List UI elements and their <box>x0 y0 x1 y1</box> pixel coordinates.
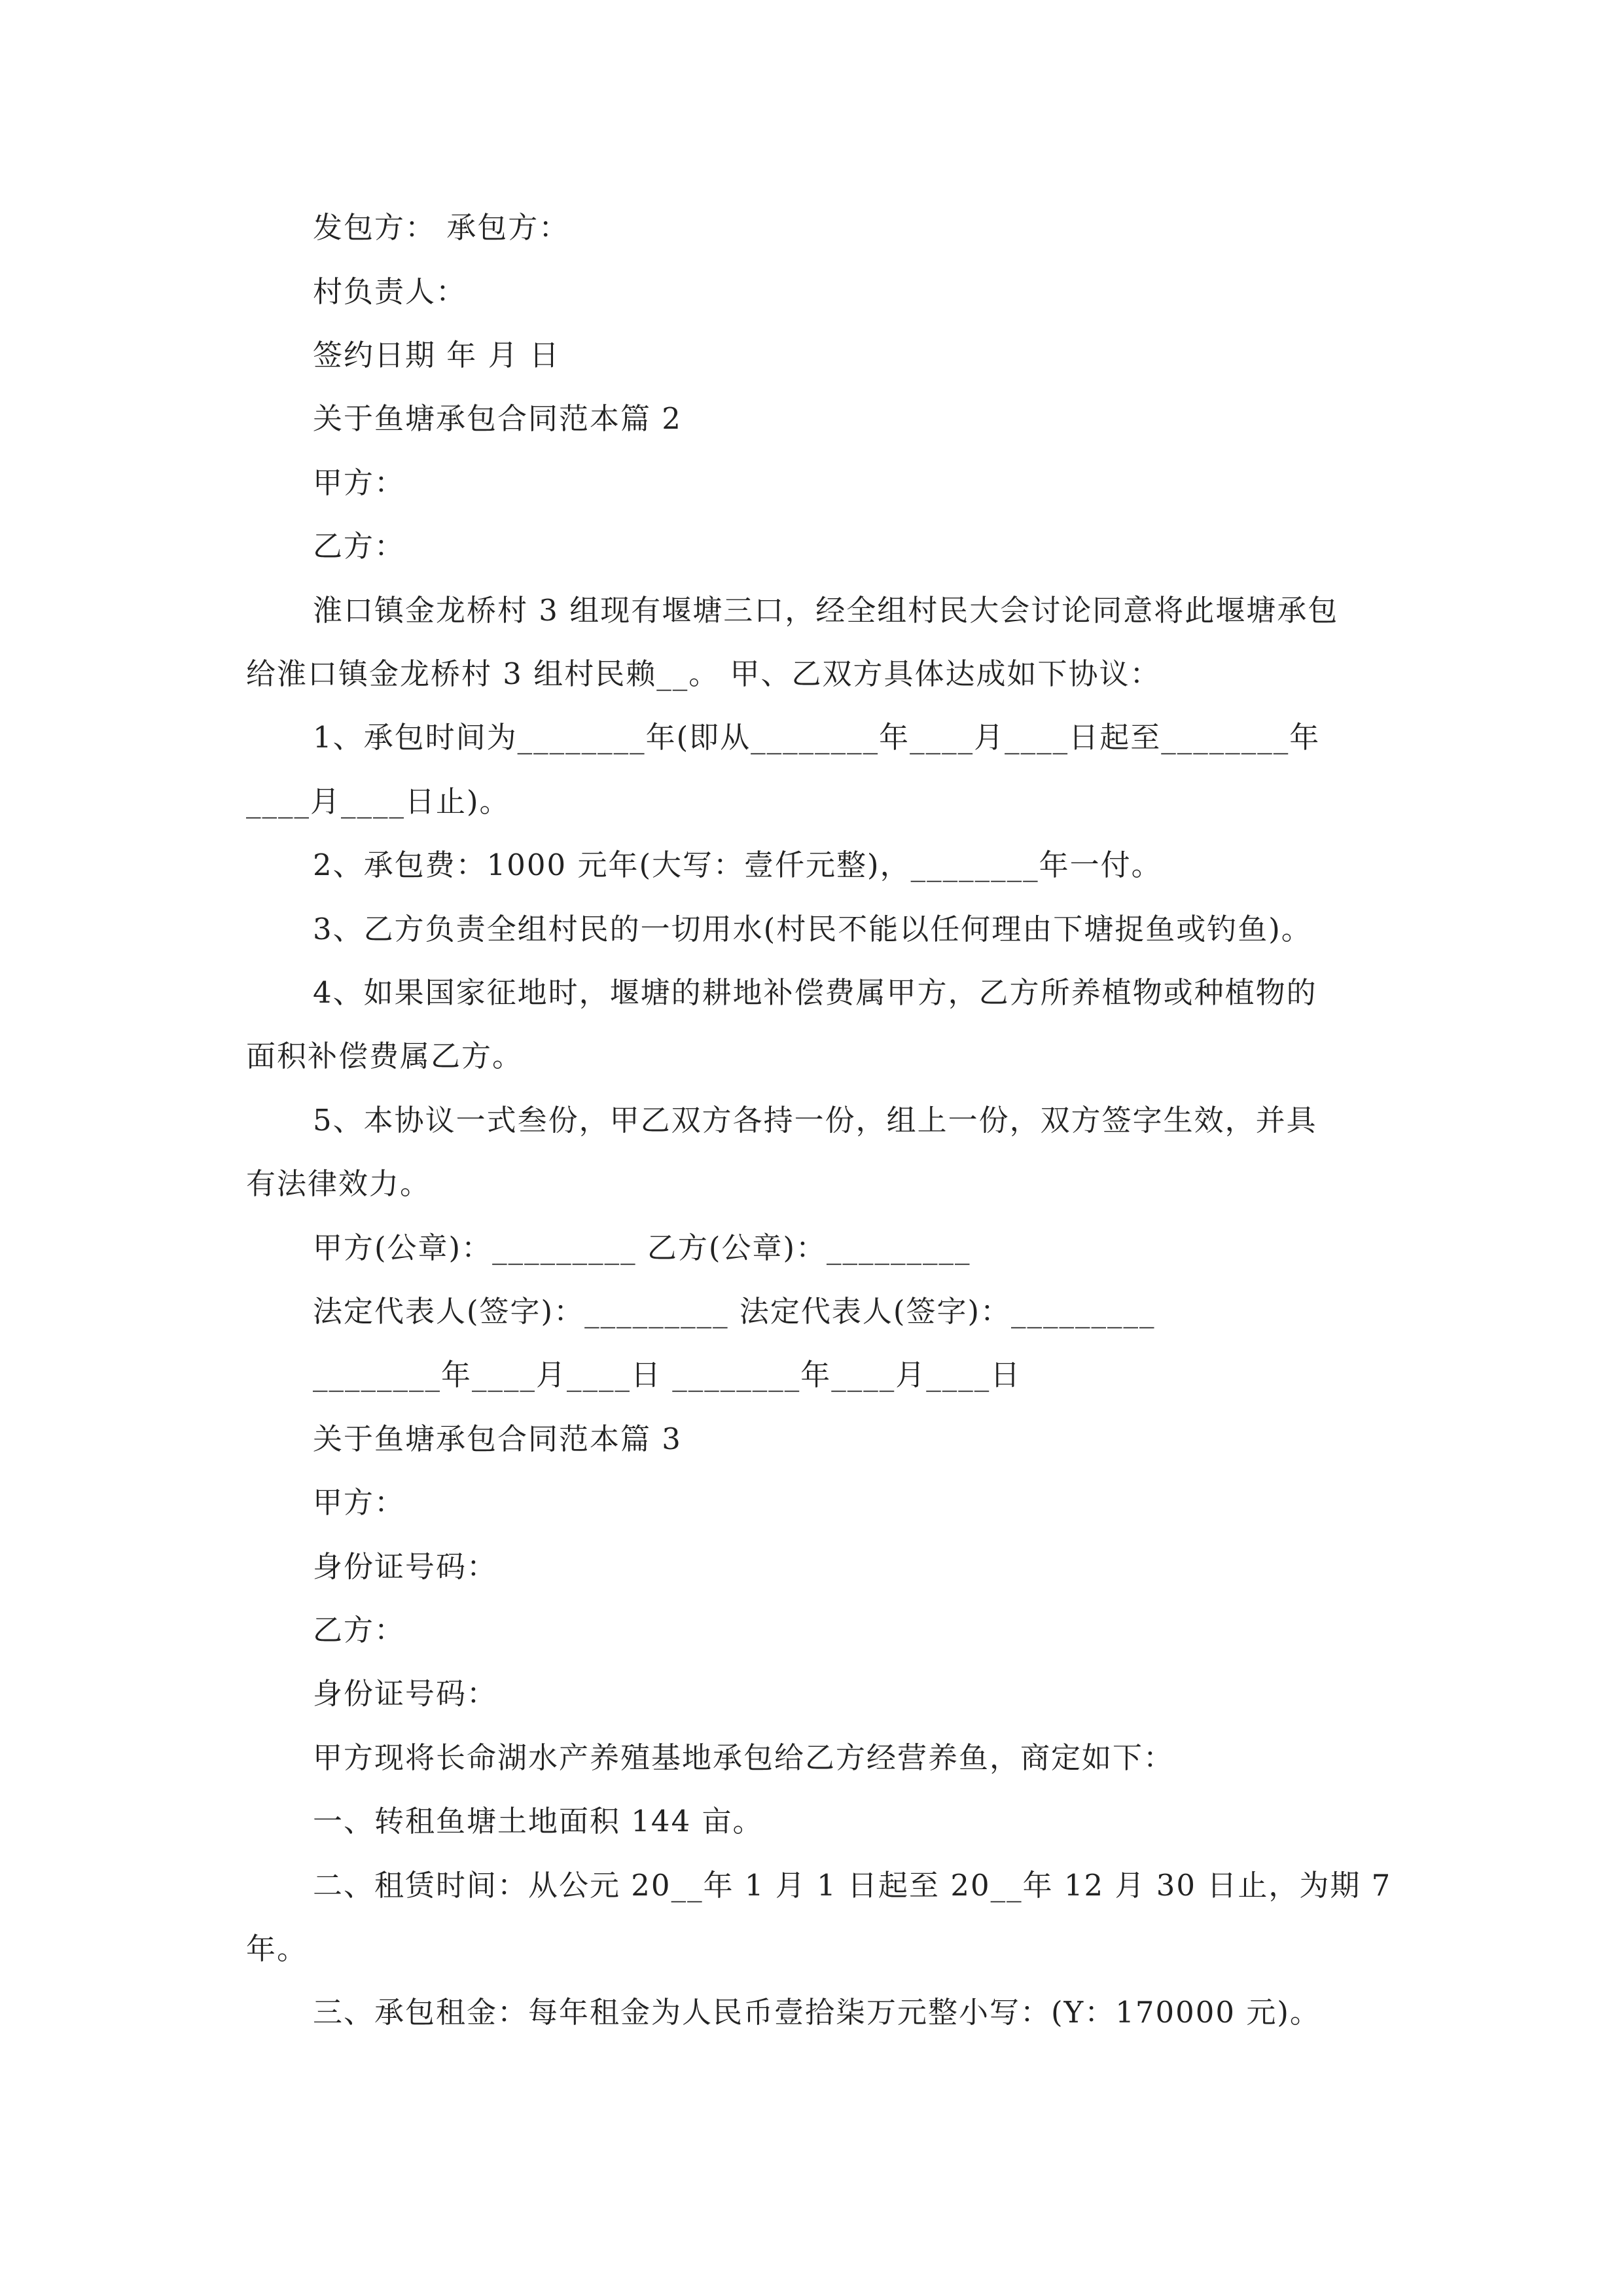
clause-4-line: 面积补偿费属乙方。 <box>246 1039 524 1073</box>
clause-5-line: 有法律效力。 <box>246 1166 431 1201</box>
intro-line: 甲方现将长命湖水产养殖基地承包给乙方经营养鱼，商定如下： <box>313 1740 1175 1775</box>
section-title-2: 关于鱼塘承包合同范本篇 2 <box>313 401 682 436</box>
clause-2-line: 2、承包费：1000 元年(大写：壹仟元整)，________年一付。 <box>313 848 1162 882</box>
party-a-line: 甲方： <box>313 465 406 500</box>
signing-date-line: 签约日期 年 月 日 <box>313 338 560 372</box>
section-title-3: 关于鱼塘承包合同范本篇 3 <box>313 1422 682 1456</box>
signature-parties-line: 发包方： 承包方： <box>313 210 570 245</box>
village-head-line: 村负责人： <box>313 274 467 309</box>
party-a-line: 甲方： <box>313 1485 406 1520</box>
clause-5-line: 5、本协议一式叁份，甲乙双方各持一份，组上一份，双方签字生效，并具 <box>313 1103 1317 1138</box>
term-2-line: 二、租赁时间：从公元 20__年 1 月 1 日起至 20__年 12 月 30 日止，为期 7 <box>313 1868 1392 1903</box>
seal-line: 甲方(公章)：_________ 乙方(公章)：_________ <box>313 1230 971 1265</box>
term-2-line: 年。 <box>246 1931 308 1966</box>
clause-1-line: ____月____日止)。 <box>246 784 510 819</box>
clause-4-line: 4、如果国家征地时，堰塘的耕地补偿费属甲方，乙方所养植物或种植物的 <box>313 975 1317 1010</box>
party-b-line: 乙方： <box>313 1613 406 1647</box>
paragraph-line: 给淮口镇金龙桥村 3 组村民赖__。 甲、乙双方具体达成如下协议： <box>246 656 1161 691</box>
representative-line: 法定代表人(签字)：_________ 法定代表人(签字)：_________ <box>313 1294 1156 1329</box>
term-3-line: 三、承包租金：每年租金为人民币壹拾柒万元整小写：(Y：170000 元)。 <box>313 1995 1321 2030</box>
clause-3-line: 3、乙方负责全组村民的一切用水(村民不能以任何理由下塘捉鱼或钓鱼)。 <box>313 912 1312 946</box>
term-1-line: 一、转租鱼塘土地面积 144 亩。 <box>313 1804 764 1839</box>
clause-1-line: 1、承包时间为________年(即从________年____月____日起至________年 <box>313 720 1321 755</box>
id-number-line: 身份证号码： <box>313 1676 498 1711</box>
party-b-line: 乙方： <box>313 529 406 564</box>
paragraph-line: 淮口镇金龙桥村 3 组现有堰塘三口，经全组村民大会讨论同意将此堰塘承包 <box>313 593 1339 628</box>
date-blanks-line: ________年____月____日 ________年____月____日 <box>313 1357 1022 1392</box>
id-number-line: 身份证号码： <box>313 1549 498 1584</box>
